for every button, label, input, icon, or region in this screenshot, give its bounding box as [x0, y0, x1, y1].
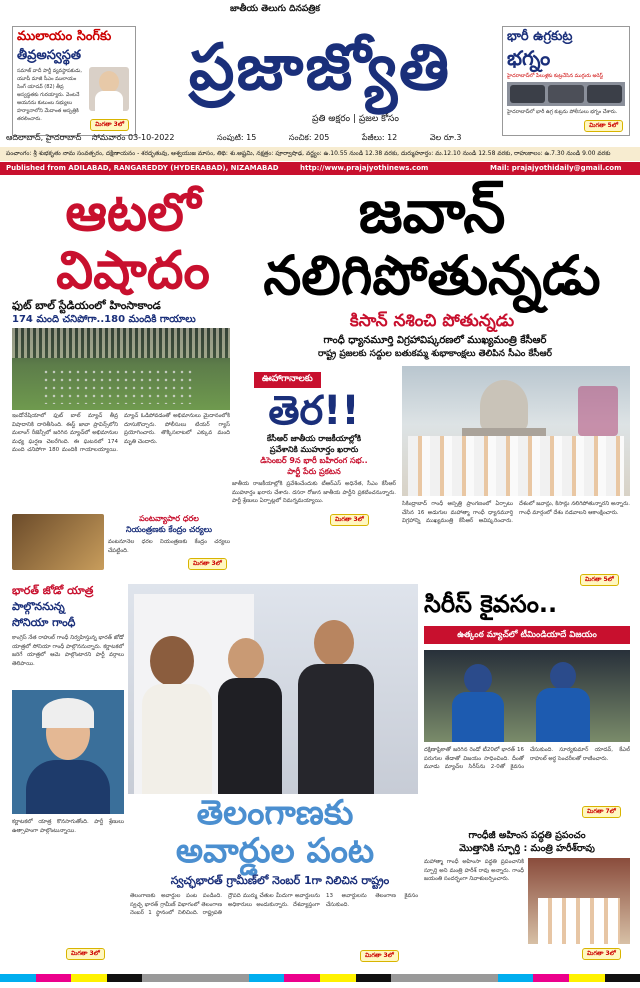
politics-kicker: ఊహాగానాలకు	[254, 372, 321, 388]
mail-link[interactable]: Mail: prajajyothidaily@gmail.com	[490, 164, 622, 172]
stadium-body: ఇండోనేషియాలో ఫుట్ బాల్ మ్యాచ్ తీవ్ర విషాదానికి దారితీసింది. ఈస్ట్ జావా ప్రావిన్స్‌లోని మలాంగ్ రీజెన్సీలో జరిగిన మ్యాచ్‌లో అభిమానుల మధ్య ఘర్షణ చెలరేగింది. ఈ ఘటనలో 174 మంది చనిపోగా 180 మందికి గాయాలయ్యాయి. మ్యాచ్ ఓడిపోవడంతో అభిమానులు మైదానంలోకి దూసుకొచ్చారు. పోలీసులు టియర్ గ్యాస్ ప్రయోగించారు. తొక్కిసలాటలో ఎక్కువ మంది మృతి చెందారు.	[12, 413, 230, 453]
cricket-headline[interactable]: సిరీస్ కైవసం..	[424, 590, 558, 618]
politics-line1: కేసీఆర్ జాతీయ రాజకీయాల్లోకి	[266, 434, 362, 443]
politics-line3: డిసెంబర్ 9న భారీ బహిరంగ సభ..	[260, 456, 368, 465]
sonia-body: కాంగ్రెస్ నేత రాహుల్ గాంధీ నిర్వహిస్తున్న భారత్ జోడో యాత్రలో సోనియా గాంధీ పాల్గొననున్నారు. కర్ణాటకలో జరిగే యాత్రలో ఆమె పాల్గొంటారని పార్టీ వర్గాలు తెలిపాయి.	[12, 635, 124, 667]
mulayam-photo	[89, 67, 129, 111]
stadium-headline-line2: విషాదం	[56, 241, 210, 301]
stadium-headline[interactable]	[38, 184, 228, 300]
print-registration-bar	[0, 968, 640, 988]
meta-volume: సంపుటి: 15	[217, 133, 257, 142]
oil-price-more[interactable]: మిగతా 3లో	[188, 558, 227, 570]
sonia-photo	[12, 690, 124, 814]
harish-headline-line1: గాంధీజీ అహింస పద్ధతి ప్రపంచం	[468, 830, 586, 841]
lead-headline-line2: నలిగిపోతున్నడు	[263, 244, 601, 307]
teaser-terror-plot[interactable]	[502, 26, 630, 136]
national-politics-box[interactable]	[232, 366, 396, 478]
teaser-terror-more[interactable]: మిగతా 5లో	[584, 120, 623, 132]
award-more[interactable]: మిగతా 3లో	[360, 950, 399, 962]
award-ceremony-photo	[128, 584, 418, 794]
published-from: Published from ADILABAD, RANGAREDDY (HYDERABAD), NIZAMABAD	[6, 164, 279, 172]
oil-price-body: వంటనూనెల ధరల నియంత్రణకు కేంద్రం చర్యలు చేపట్టింది.	[108, 539, 230, 554]
harish-body: మహాత్మా గాంధీ అహింసా పద్ధతి ప్రపంచానికి స్ఫూర్తి అని మంత్రి హరీశ్ రావు అన్నారు. గాంధీ జయంతి సందర్భంగా నివాళులర్పించారు.	[424, 859, 524, 882]
sonia-headline-line3: సోనియా గాంధీ	[12, 616, 76, 629]
teaser-mulayam[interactable]	[12, 26, 136, 136]
lead-more[interactable]: మిగతా 5లో	[580, 574, 619, 586]
sonia-more[interactable]: మిగతా 3లో	[66, 948, 105, 960]
award-headline-line2: అవార్డుల పంట	[175, 831, 375, 871]
meta-city: ఆదిలాబాద్, హైదరాబాద్	[6, 133, 82, 142]
meta-date: సోమవారం 03-10-2022	[91, 133, 175, 142]
sonia-headline-line2: పాల్గొననున్న	[12, 600, 65, 613]
oil-price-headline-line1: పంటవ్యాపార ధరల	[139, 514, 199, 523]
politics-line2: ప్రవేశానికి ముహూర్తం ఖరారు	[269, 445, 359, 454]
website-link[interactable]: http://www.prajajyothinews.com	[300, 164, 429, 172]
panchangam-strip: పంచాంగం: శ్రీ శుభకృతు నామ సంవత్సరం, దక్షిణాయనం - శరదృతువు, ఆశ్వయుజ మాసం, తిథి: శు.అష్టమి, నక్షత్రం: పూర్వాషాఢ, వర్జ్యం: ఉ.10.55 నుండి 12.38 వరకు, దుర్ముహూర్తం: మ.12.10 నుండి 12.58 వరకు, రాహుకాలం: ఉ.7.30 నుండి 9.00 వరకు	[0, 147, 640, 161]
meta-pages: పేజీలు: 12	[361, 133, 398, 142]
teaser-terror-body: హైదరాబాద్‌లో భారీ ఉగ్ర కుట్రను పోలీసులు భగ్నం చేశారు.	[507, 109, 618, 115]
cricket-body: దక్షిణాఫ్రికాతో జరిగిన రెండో టీ20లో భారత్ 16 పరుగుల తేడాతో విజయం సాధించింది. దీంతో మూడు మ్యాచ్‌ల సిరీస్‌ను 2-0తో కైవసం చేసుకుంది. సూర్యకుమార్ యాదవ్, కేఎల్ రాహుల్ అర్ధ సెంచరీలతో రాణించారు.	[424, 747, 630, 770]
teaser-mulayam-heading-1: ములాయం సింగ్‌కు	[17, 29, 112, 44]
teaser-mulayam-body: సమాజ్ వాదీ పార్టీ వ్యవస్థాపకుడు, యూపీ మాజీ సీఎం ములాయం సింగ్ యాదవ్ (82) తీవ్ర అస్వస్థతకు గురయ్యారు. వెంటనే ఆయనను కుటుంబ సభ్యులు హర్యానాలోని మేదాంత ఆస్పత్రికి తరలించారు.	[17, 68, 82, 122]
lead-line2: రాష్ట్ర ప్రజలకు సద్దుల బతుకమ్మ శుభాకాంక్షలు తెలిపిన సీఎం కేసీఆర్	[317, 349, 553, 359]
masthead-tagline-bottom: ప్రతి అక్షరం | ప్రజల కోసం	[312, 114, 399, 124]
politics-body: జాతీయ రాజకీయాల్లోకి ప్రవేశించేందుకు టీఆర్ఎస్ అధినేత, సీఎం కేసీఆర్ ముహూర్తం ఖరారు చేశారు. దసరా రోజున జాతీయ పార్టీని ప్రకటించనున్నారు. పార్టీ శ్రేణులు ఏర్పాట్లలో నిమగ్నమయ్యాయి.	[232, 481, 396, 504]
lead-subheadline: కిసాన్ నశించి పోతున్నడు	[349, 311, 515, 331]
lead-headline-line1: జవాన్	[358, 177, 506, 247]
award-headline-line1: తెలంగాణకు	[196, 793, 354, 833]
publication-info-bar	[0, 162, 640, 175]
politics-headline: తెర!!	[268, 388, 360, 434]
sonia-headline[interactable]	[12, 584, 124, 632]
teaser-terror-heading-1: భారీ ఉగ్రకుట్ర	[507, 29, 573, 44]
stadium-sub2: 174 మంది చనిపోగా..180 మందికి గాయాలు	[12, 314, 196, 325]
sonia-body-2: కర్ణాటకలో యాత్ర కొనసాగుతోంది. పార్టీ శ్రేణులు ఉత్సాహంగా పాల్గొంటున్నాయి.	[12, 819, 124, 834]
oil-price-photo	[12, 514, 104, 570]
lead-body: సికింద్రాబాద్ గాంధీ ఆస్పత్రి ప్రాంగణంలో ఏర్పాటు చేసిన 16 అడుగుల మహాత్మా గాంధీ ధ్యానమూర్తి విగ్రహాన్ని ముఖ్యమంత్రి కేసీఆర్ ఆవిష్కరించారు. దేశంలో జవాన్లు, కిసాన్లు నలిగిపోతున్నారని అన్నారు. గాంధీ మార్గంలో దేశం నడవాలని ఆకాంక్షించారు.	[402, 501, 630, 524]
cricket-more[interactable]: మిగతా 7లో	[582, 806, 621, 818]
stadium-headline-line1: ఆటలో	[65, 183, 201, 243]
award-subheadline: స్వచ్ఛభారత్ గ్రామీణ్‌లో నెంబర్ 1గా నిలిచిన రాష్ట్రం	[170, 874, 390, 887]
lead-line1: గాంధీ ధ్యానమూర్తి విగ్రహావిష్కరణలో ముఖ్యమంత్రి కేసీఆర్	[323, 335, 547, 346]
harish-headline[interactable]	[424, 830, 630, 856]
masthead-title: ప్రజాజ్యోతి	[188, 31, 452, 105]
stadium-sub1: ఫుట్ బాల్ స్టేడియంలో హింసాకాండ	[12, 299, 161, 312]
gandhi-statue-photo	[402, 366, 630, 496]
teaser-terror-sub: హైదరాబాద్‌లో పేలుళ్లకు కుట్రచేసిన ముగ్గురు అరెస్ట్	[507, 73, 604, 79]
harish-headline-line2: మొత్తానికి స్ఫూర్తి : మంత్రి హరీశ్‌రావు	[459, 843, 595, 854]
oil-price-headline[interactable]	[108, 514, 230, 536]
politics-more[interactable]: మిగతా 3లో	[330, 514, 369, 526]
meta-issue: సంచిక: 205	[288, 133, 330, 142]
lead-headline[interactable]	[232, 177, 632, 308]
politics-line4: పార్టీ పేరు ప్రకటన	[287, 467, 341, 476]
meta-price: వెల రూ.3	[429, 133, 462, 142]
terror-arrest-photo	[507, 82, 625, 106]
stadium-photo	[12, 328, 230, 410]
teaser-mulayam-more[interactable]: మిగతా 3లో	[90, 119, 129, 131]
sonia-headline-line1: భారత్ జోడో యాత్ర	[12, 584, 94, 597]
cricket-photo	[424, 650, 630, 742]
teaser-mulayam-heading-2: తీవ్రఅస్వస్థత	[17, 48, 81, 63]
oil-price-headline-line2: నియంత్రణకు కేంద్రం చర్యలు	[125, 525, 213, 534]
award-headline[interactable]	[130, 794, 420, 870]
masthead-tagline-top: జాతీయ తెలుగు దినపత్రిక	[230, 4, 320, 14]
teaser-terror-heading-2: భగ్నం	[507, 46, 551, 70]
harish-photo	[528, 858, 630, 944]
award-body: తెలంగాణకు అవార్డుల పంట పండింది. స్వచ్ఛ భారత్ గ్రామీణ్ విభాగంలో తెలంగాణ నెంబర్ 1 స్థానంలో నిలిచింది. రాష్ట్రపతి ద్రౌపది ముర్ము చేతుల మీదుగా అవార్డులను అధికారులు అందుకున్నారు. దేశవ్యాప్తంగా 13 అవార్డులను తెలంగాణ కైవసం చేసుకుంది.	[130, 893, 418, 916]
issue-meta-row	[0, 131, 640, 145]
cricket-subheadline: ఉత్కంఠ మ్యాచ్‌లో టీమిండియాదే విజయం	[424, 626, 630, 644]
harish-more[interactable]: మిగతా 3లో	[582, 948, 621, 960]
